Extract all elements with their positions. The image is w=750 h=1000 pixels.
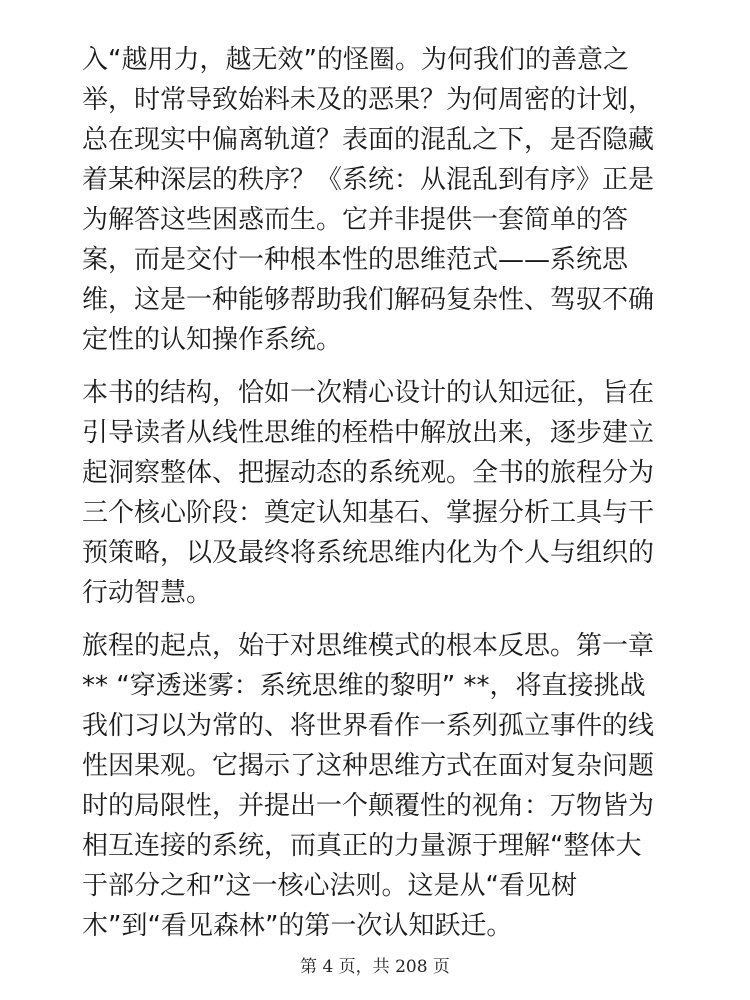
- paragraph-2: [82, 373, 702, 613]
- text-line: 性因果观。它揭示了这种思维方式在面对复杂问题: [82, 751, 655, 781]
- text-line: 我们习以为常的、将世界看作一系列孤立事件的线: [82, 711, 655, 741]
- paragraph-1: [82, 40, 702, 360]
- text-line: 为解答这些困惑而生。它并非提供一套简单的答: [82, 205, 629, 235]
- text-line: 行动智慧。: [82, 578, 213, 608]
- text-line: 总在现实中偏离轨道？表面的混乱之下，是否隐藏: [82, 125, 655, 155]
- text-line: 维，这是一种能够帮助我们解码复杂性、驾驭不确: [82, 285, 655, 315]
- text-line: 木”到“看见森林”的第一次认知跃迁。: [82, 911, 513, 941]
- text-line: 引导读者从线性思维的桎梏中解放出来，逐步建立: [82, 418, 655, 448]
- text-line: 于部分之和”这一核心法则。这是从“看见树: [82, 871, 577, 901]
- page-number-footer: 第 4 页，共 208 页: [300, 957, 450, 977]
- text-line: 着某种深层的秩序？《系统：从混乱到有序》正是: [82, 165, 655, 195]
- text-line: 本书的结构，恰如一次精心设计的认知远征，旨在: [82, 378, 655, 408]
- paragraph-3: [82, 626, 702, 946]
- text-line: 入“越用力，越无效”的怪圈。为何我们的善意之: [82, 45, 629, 75]
- text-line: 举，时常导致始料未及的恶果？为何周密的计划，: [82, 85, 655, 115]
- text-line: 案，而是交付一种根本性的思维范式——系统思: [82, 245, 629, 275]
- text-line: 时的局限性，并提出一个颠覆性的视角：万物皆为: [82, 791, 655, 821]
- text-line: 预策略，以及最终将系统思维内化为个人与组织的: [82, 538, 655, 568]
- text-line: ** “穿透迷雾：系统思维的黎明” **，将直接挑战: [82, 671, 646, 701]
- text-line: 定性的认知操作系统。: [82, 325, 343, 355]
- text-line: 起洞察整体、把握动态的系统观。全书的旅程分为: [82, 458, 655, 488]
- text-line: 旅程的起点，始于对思维模式的根本反思。第一章: [82, 631, 655, 661]
- text-line: 三个核心阶段：奠定认知基石、掌握分析工具与干: [82, 498, 655, 528]
- document-page: [82, 40, 702, 959]
- text-line: 相互连接的系统，而真正的力量源于理解“整体大: [82, 831, 642, 861]
